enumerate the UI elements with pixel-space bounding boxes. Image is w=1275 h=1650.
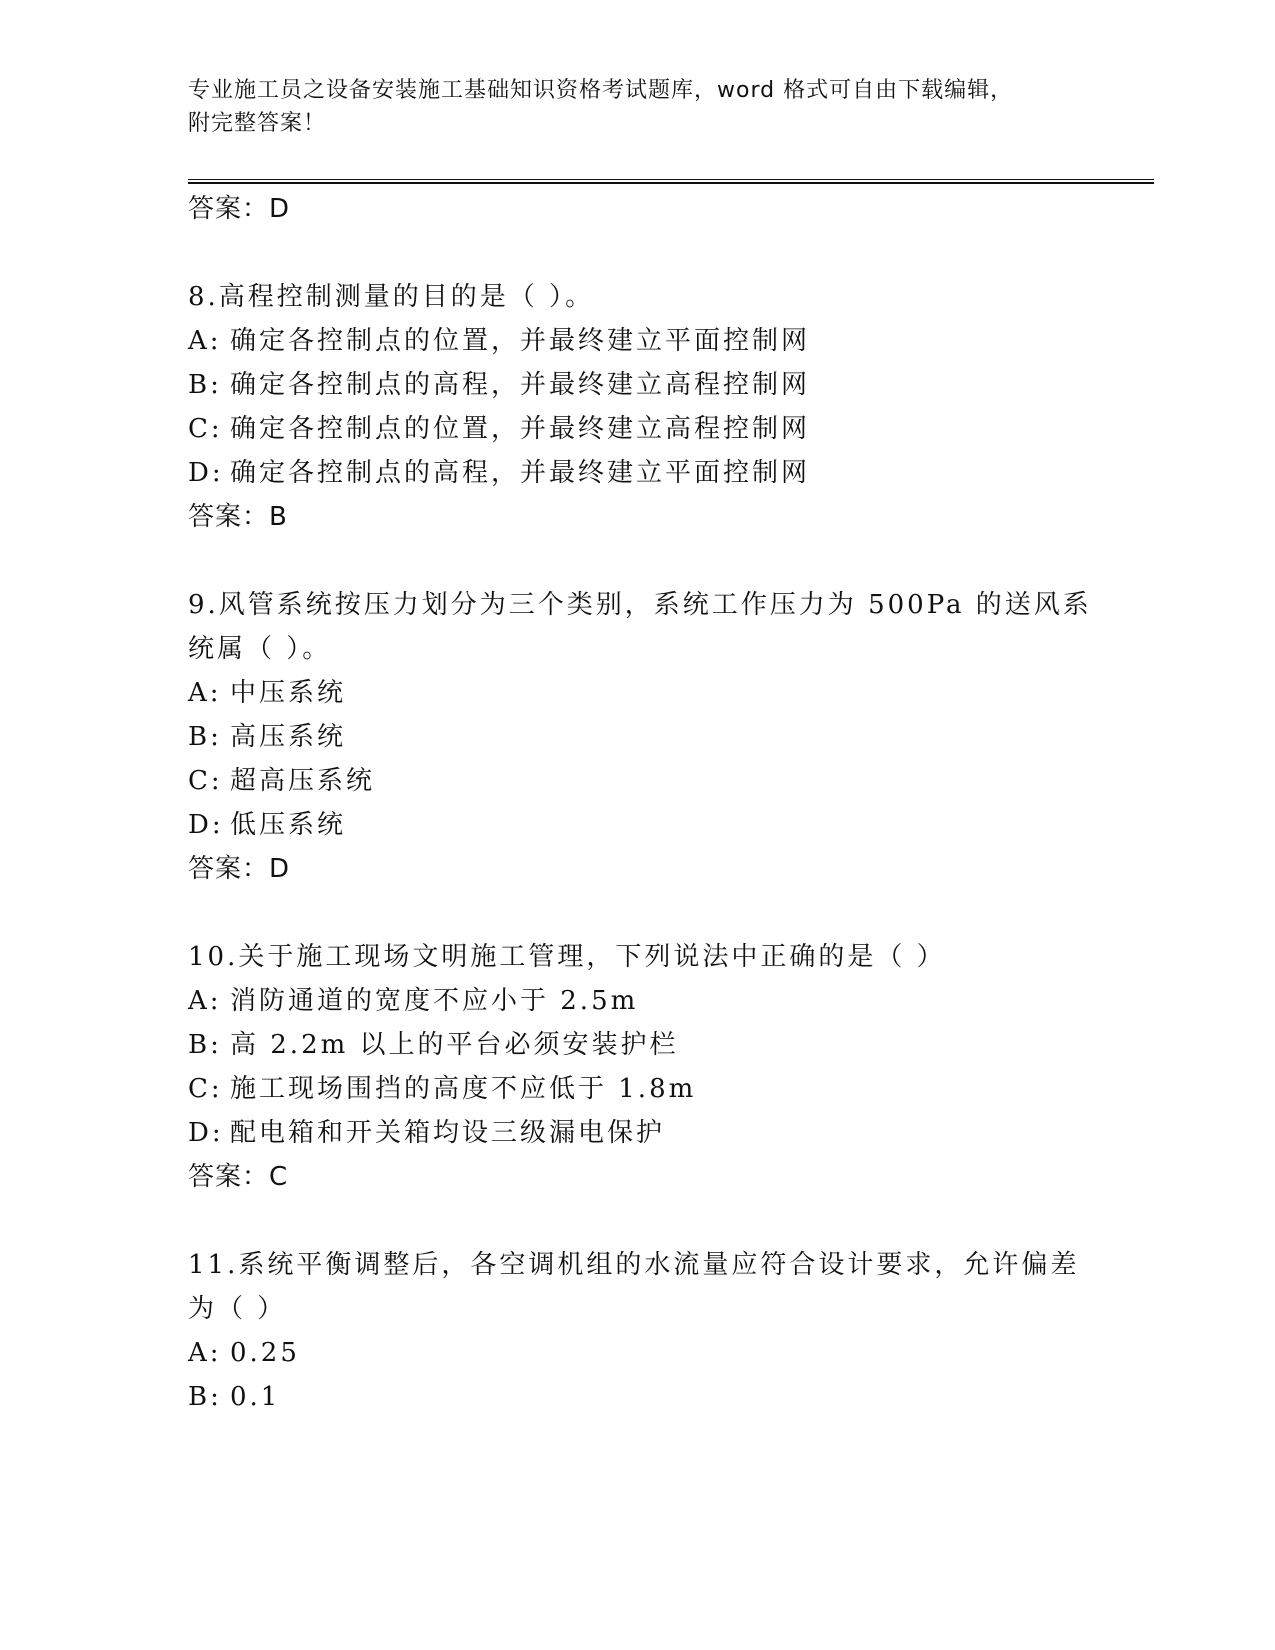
option-letter: A: bbox=[188, 678, 222, 708]
option-letter: A: bbox=[188, 1338, 222, 1368]
header-divider-thick bbox=[188, 182, 1154, 184]
question-10-answer: 答案：C bbox=[188, 1162, 289, 1192]
option-letter: B: bbox=[188, 370, 222, 400]
option-text: 0.1 bbox=[230, 1382, 281, 1412]
question-9-option-a bbox=[188, 676, 346, 710]
header-divider-thin bbox=[188, 179, 1154, 180]
option-letter: B: bbox=[188, 1030, 222, 1060]
question-8-option-d bbox=[188, 456, 810, 490]
question-10-option-c bbox=[188, 1072, 696, 1106]
option-letter: C: bbox=[188, 414, 223, 444]
question-8-option-c bbox=[188, 412, 810, 446]
question-10-option-b bbox=[188, 1028, 679, 1062]
option-text: 0.25 bbox=[230, 1338, 300, 1368]
question-9-option-b bbox=[188, 720, 346, 754]
option-text: 低压系统 bbox=[230, 810, 347, 840]
previous-answer: 答案：D bbox=[188, 194, 291, 224]
question-9-stem-line-1: 9.风管系统按压力划分为三个类别，系统工作压力为 500Pa 的送风系 bbox=[188, 590, 1092, 620]
question-11-option-b bbox=[188, 1380, 280, 1414]
option-text: 确定各控制点的位置，并最终建立高程控制网 bbox=[230, 414, 811, 444]
option-letter: D: bbox=[188, 810, 224, 840]
option-text: 消防通道的宽度不应小于 2.5m bbox=[230, 986, 639, 1016]
option-text: 确定各控制点的位置，并最终建立平面控制网 bbox=[230, 326, 811, 356]
option-letter: D: bbox=[188, 458, 224, 488]
option-letter: C: bbox=[188, 1074, 223, 1104]
option-text: 配电箱和开关箱均设三级漏电保护 bbox=[230, 1118, 666, 1148]
question-9-option-d bbox=[188, 808, 346, 842]
option-text: 确定各控制点的高程，并最终建立高程控制网 bbox=[230, 370, 811, 400]
header-line-1: 专业施工员之设备安装施工基础知识资格考试题库，word 格式可自由下载编辑， bbox=[188, 78, 1014, 103]
option-text: 超高压系统 bbox=[230, 766, 376, 796]
option-letter: C: bbox=[188, 766, 223, 796]
option-letter: A: bbox=[188, 986, 222, 1016]
option-text: 高 2.2m 以上的平台必须安装护栏 bbox=[230, 1030, 679, 1060]
question-11-stem-line-1: 11.系统平衡调整后，各空调机组的水流量应符合设计要求，允许偏差 bbox=[188, 1250, 1080, 1280]
question-11-option-a bbox=[188, 1336, 300, 1370]
question-9-stem-line-2: 统属（ ）。 bbox=[188, 634, 332, 664]
option-letter: D: bbox=[188, 1118, 224, 1148]
question-11-stem-line-2: 为（ ） bbox=[188, 1294, 287, 1324]
question-10-stem: 10.关于施工现场文明施工管理，下列说法中正确的是（ ） bbox=[188, 942, 946, 972]
option-letter: B: bbox=[188, 1382, 222, 1412]
header-line-2: 附完整答案！ bbox=[188, 111, 327, 136]
question-8-option-b bbox=[188, 368, 810, 402]
question-8-stem: 8.高程控制测量的目的是（ ）。 bbox=[188, 282, 595, 312]
option-letter: A: bbox=[188, 326, 222, 356]
document-header bbox=[188, 74, 1088, 140]
question-9-option-c bbox=[188, 764, 375, 798]
option-text: 中压系统 bbox=[230, 678, 347, 708]
option-text: 施工现场围挡的高度不应低于 1.8m bbox=[230, 1074, 697, 1104]
option-letter: B: bbox=[188, 722, 222, 752]
question-9-answer: 答案：D bbox=[188, 854, 291, 884]
option-text: 高压系统 bbox=[230, 722, 347, 752]
question-10-option-d bbox=[188, 1116, 665, 1150]
question-10-option-a bbox=[188, 984, 638, 1018]
question-8-answer: 答案：B bbox=[188, 502, 288, 532]
question-8-option-a bbox=[188, 324, 810, 358]
option-text: 确定各控制点的高程，并最终建立平面控制网 bbox=[230, 458, 811, 488]
